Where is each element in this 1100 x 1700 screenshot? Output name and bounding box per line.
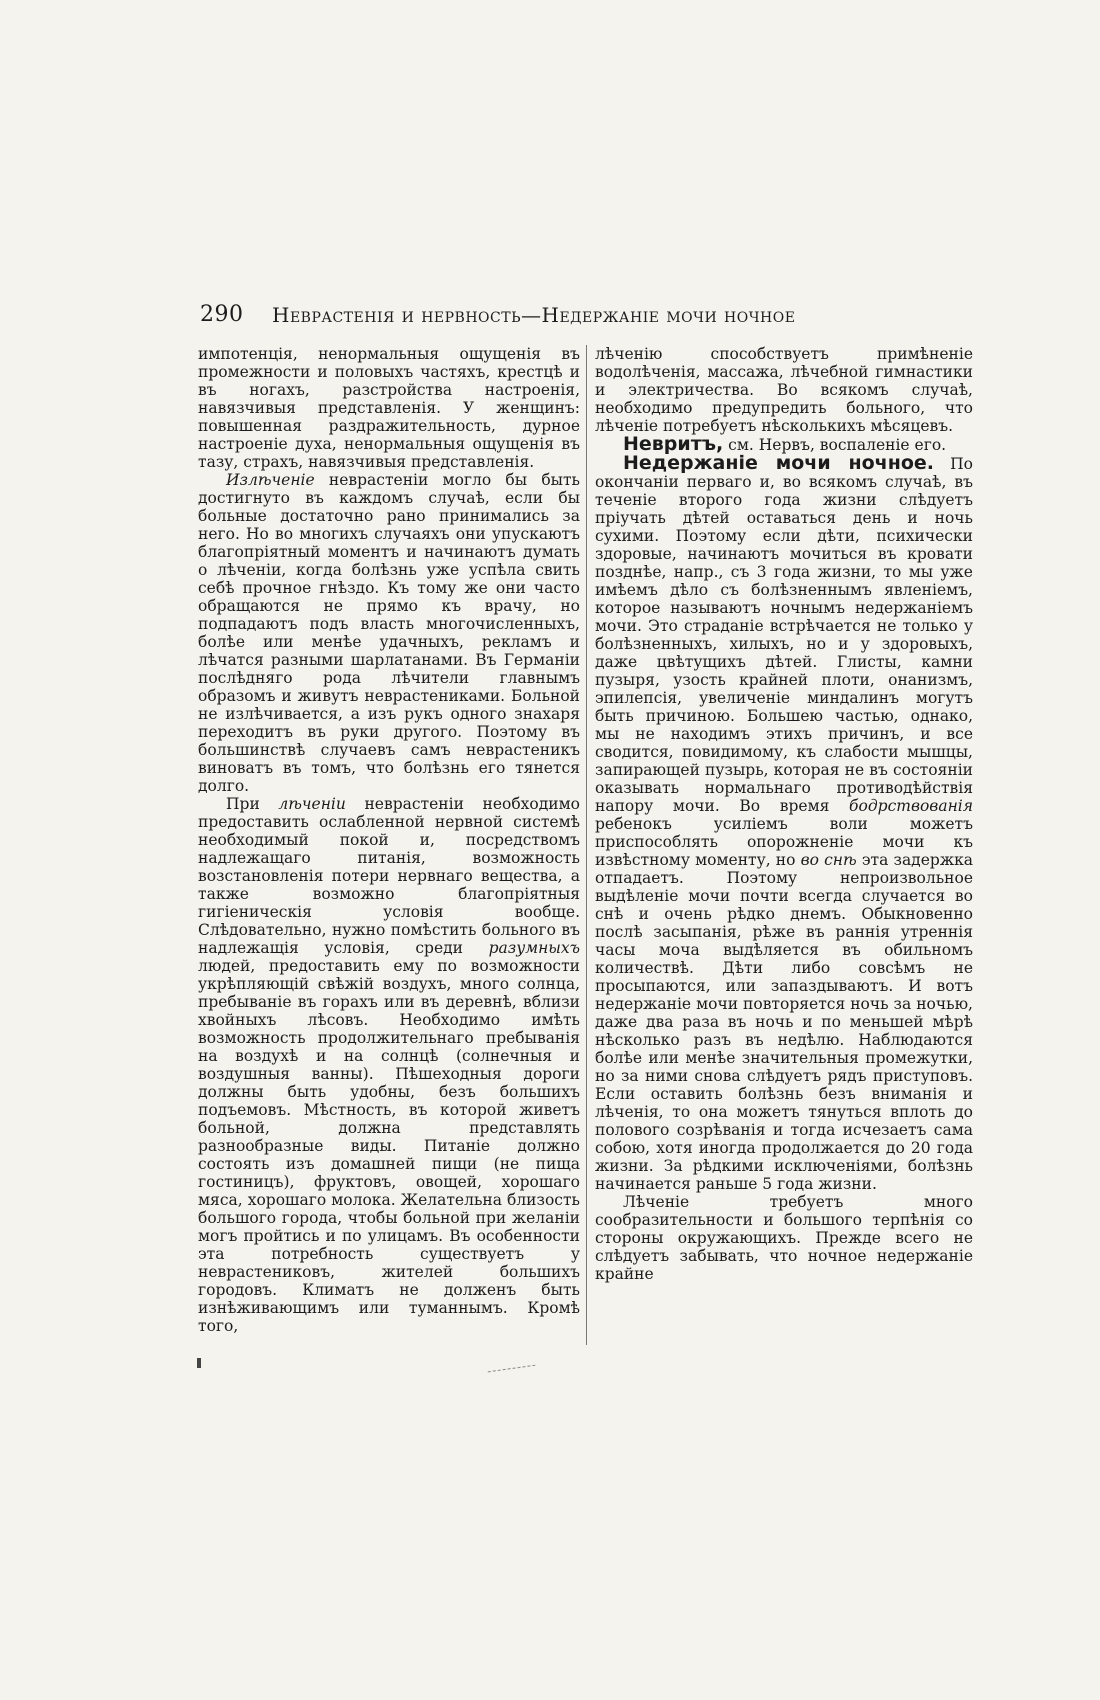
paragraph-text: При [226, 795, 279, 813]
cross-reference: см. Нервъ, воспаленіе его. [723, 436, 947, 454]
page-number: 290 [200, 302, 244, 327]
paragraph: лѣченію способствуетъ примѣненіе водолѣченія, массажа, лѣчебной гимнастики и электричества. Во всякомъ случаѣ, необходимо предупредить больного, что лѣченіе потребуетъ нѣсколькихъ мѣсяцевъ. [595, 345, 973, 435]
paragraph-text: людей, предоставить ему по возможности укрѣпляющій свѣжій воздухъ, много солнца, пребываніе въ горахъ или въ деревнѣ, вблизи хвойныхъ лѣсовъ. Необходимо имѣть возможность продолжительнаго пребыванія на воздухѣ и на солнцѣ (солнечныя и воздушныя ванны). Пѣшеходныя дороги должны быть удобны, безъ большихъ подъемовъ. Мѣстность, въ которой живетъ больной, должна представлять разнообразные виды. Питаніе должно состоять изъ домашней пищи (не пища гостиницъ), фруктовъ, овощей, хорошаго мяса, хорошаго молока. Желательна близость большого города, чтобы больной при желаніи могъ пройтись и по улицамъ. Въ особенности эта потребность существуетъ у неврастениковъ, жителей большихъ городовъ. Климатъ не долженъ быть изнѣживающимъ или туманнымъ. Кромѣ того, [198, 957, 580, 1335]
column-divider [586, 345, 587, 1345]
running-head [200, 302, 970, 332]
emphasis: бодрствованія [849, 797, 973, 815]
paragraph [198, 471, 580, 795]
left-column [198, 345, 580, 1675]
paragraph-text: По окончаніи перваго и, во всякомъ случаѣ, въ теченіе второго года жизни слѣдуетъ пріучать дѣтей оставаться день и ночь сухими. Поэтому если дѣти, психически здоровые, начинаютъ мочиться въ кровати позднѣе, напр., съ 3 года жизни, то мы уже имѣемъ дѣло съ болѣзненнымъ явленіемъ, которое называютъ ночнымъ недержаніемъ мочи. Это страданіе встрѣчается не только у болѣзненныхъ, хилыхъ, но и у здоровыхъ, даже цвѣтущихъ дѣтей. Глисты, камни пузыря, узость крайней плоти, онанизмъ, эпилепсія, увеличеніе миндалинъ могутъ быть причиною. Большею частью, однако, мы не находимъ этихъ причинъ, и все сводится, повидимому, къ слабости мышцы, запирающей пузырь, которая не въ состояніи оказывать нормальнаго противодѣйствія напору мочи. Во время [595, 455, 973, 815]
right-column [595, 345, 973, 1675]
entry-heading: Невритъ, [623, 433, 724, 455]
paragraph [198, 795, 580, 1335]
paragraph-text: ребенокъ усиліемъ воли можетъ приспособлять опорожненіе мочи къ извѣстному моменту, но [595, 815, 973, 869]
paragraph-text: эта задержка отпадаетъ. Поэтому непроизвольное выдѣленіе мочи почти всегда случается во снѣ и очень рѣдко днемъ. Обыкновенно послѣ засыпанія, рѣже въ раннія утреннія часы моча выдѣляется въ обильномъ количествѣ. Дѣти либо совсѣмъ не просыпаются, или запаздываютъ. И вотъ недержаніе мочи повторяется ночь за ночью, даже два раза въ ночь и по меньшей мѣрѣ нѣсколько разъ въ недѣлю. Наблюдаются болѣе или менѣе значительныя промежутки, но за ними снова слѣдуетъ рядъ приступовъ. Если оставить болѣзнь безъ вниманія и лѣченія, то она можетъ тянуться вплоть до полового созрѣванія и тогда исчезаетъ сама собою, хотя иногда продолжается до 20 года жизни. За рѣдкими исключеніями, болѣзнь начинается раньше 5 года жизни. [595, 851, 973, 1193]
entry-heading: Недержаніе мочи ночное. [623, 452, 934, 474]
emphasis: разумныхъ [488, 939, 580, 957]
print-mark [197, 1358, 201, 1368]
paragraph: Лѣченіе требуетъ много сообразительности и большого терпѣнія со стороны окружающихъ. Прежде всего не слѣдуетъ забывать, что ночное недержаніе крайне [595, 1193, 973, 1283]
emphasis: Излѣченіе [226, 471, 315, 489]
entry-nederzhanie [595, 454, 973, 1193]
emphasis: лѣченіи [278, 795, 346, 813]
paragraph: импотенція, ненормальныя ощущенія въ промежности и половыхъ частяхъ, крестцѣ и въ ногахъ, разстройства настроенія, навязчивыя представленія. У женщинъ: повышенная раздражительность, дурное настроеніе духа, ненормальныя ощущенія въ тазу, страхъ, навязчивыя представленія. [198, 345, 580, 471]
running-head-title: Неврастенія и нервность—Недержаніе мочи ночное [272, 303, 796, 327]
paragraph-text: неврастеніи необходимо предоставить ослабленной нервной системѣ необходимый покой и, посредствомъ надлежащаго питанія, возможность возстановленія потери нервнаго вещества, а также возможно благопріятныя гигіеническія условія вообще. Слѣдовательно, нужно помѣстить больного въ надлежащія условія, среди [198, 795, 580, 957]
paragraph-text: неврастеніи могло бы быть достигнуто въ каждомъ случаѣ, если бы больные достаточно рано принимались за него. Но во многихъ случаяхъ они упускаютъ благопріятный моментъ и начинаютъ думать о лѣченіи, когда болѣзнь уже успѣла свить себѣ прочное гнѣздо. Къ тому же они часто обращаются не прямо къ врачу, но подпадаютъ подъ власть многочисленныхъ, болѣе или менѣе удачныхъ, рекламъ и лѣчатся разными шарлатанами. Въ Германіи послѣдняго рода лѣчители главнымъ образомъ и живутъ неврастениками. Больной не излѣчивается, а изъ рукъ одного знахаря переходитъ въ руки другого. Поэтому въ большинствѣ случаевъ самъ неврастеникъ виноватъ въ томъ, что болѣзнь его тянется долго. [198, 471, 580, 795]
emphasis: во снѣ [800, 851, 857, 869]
